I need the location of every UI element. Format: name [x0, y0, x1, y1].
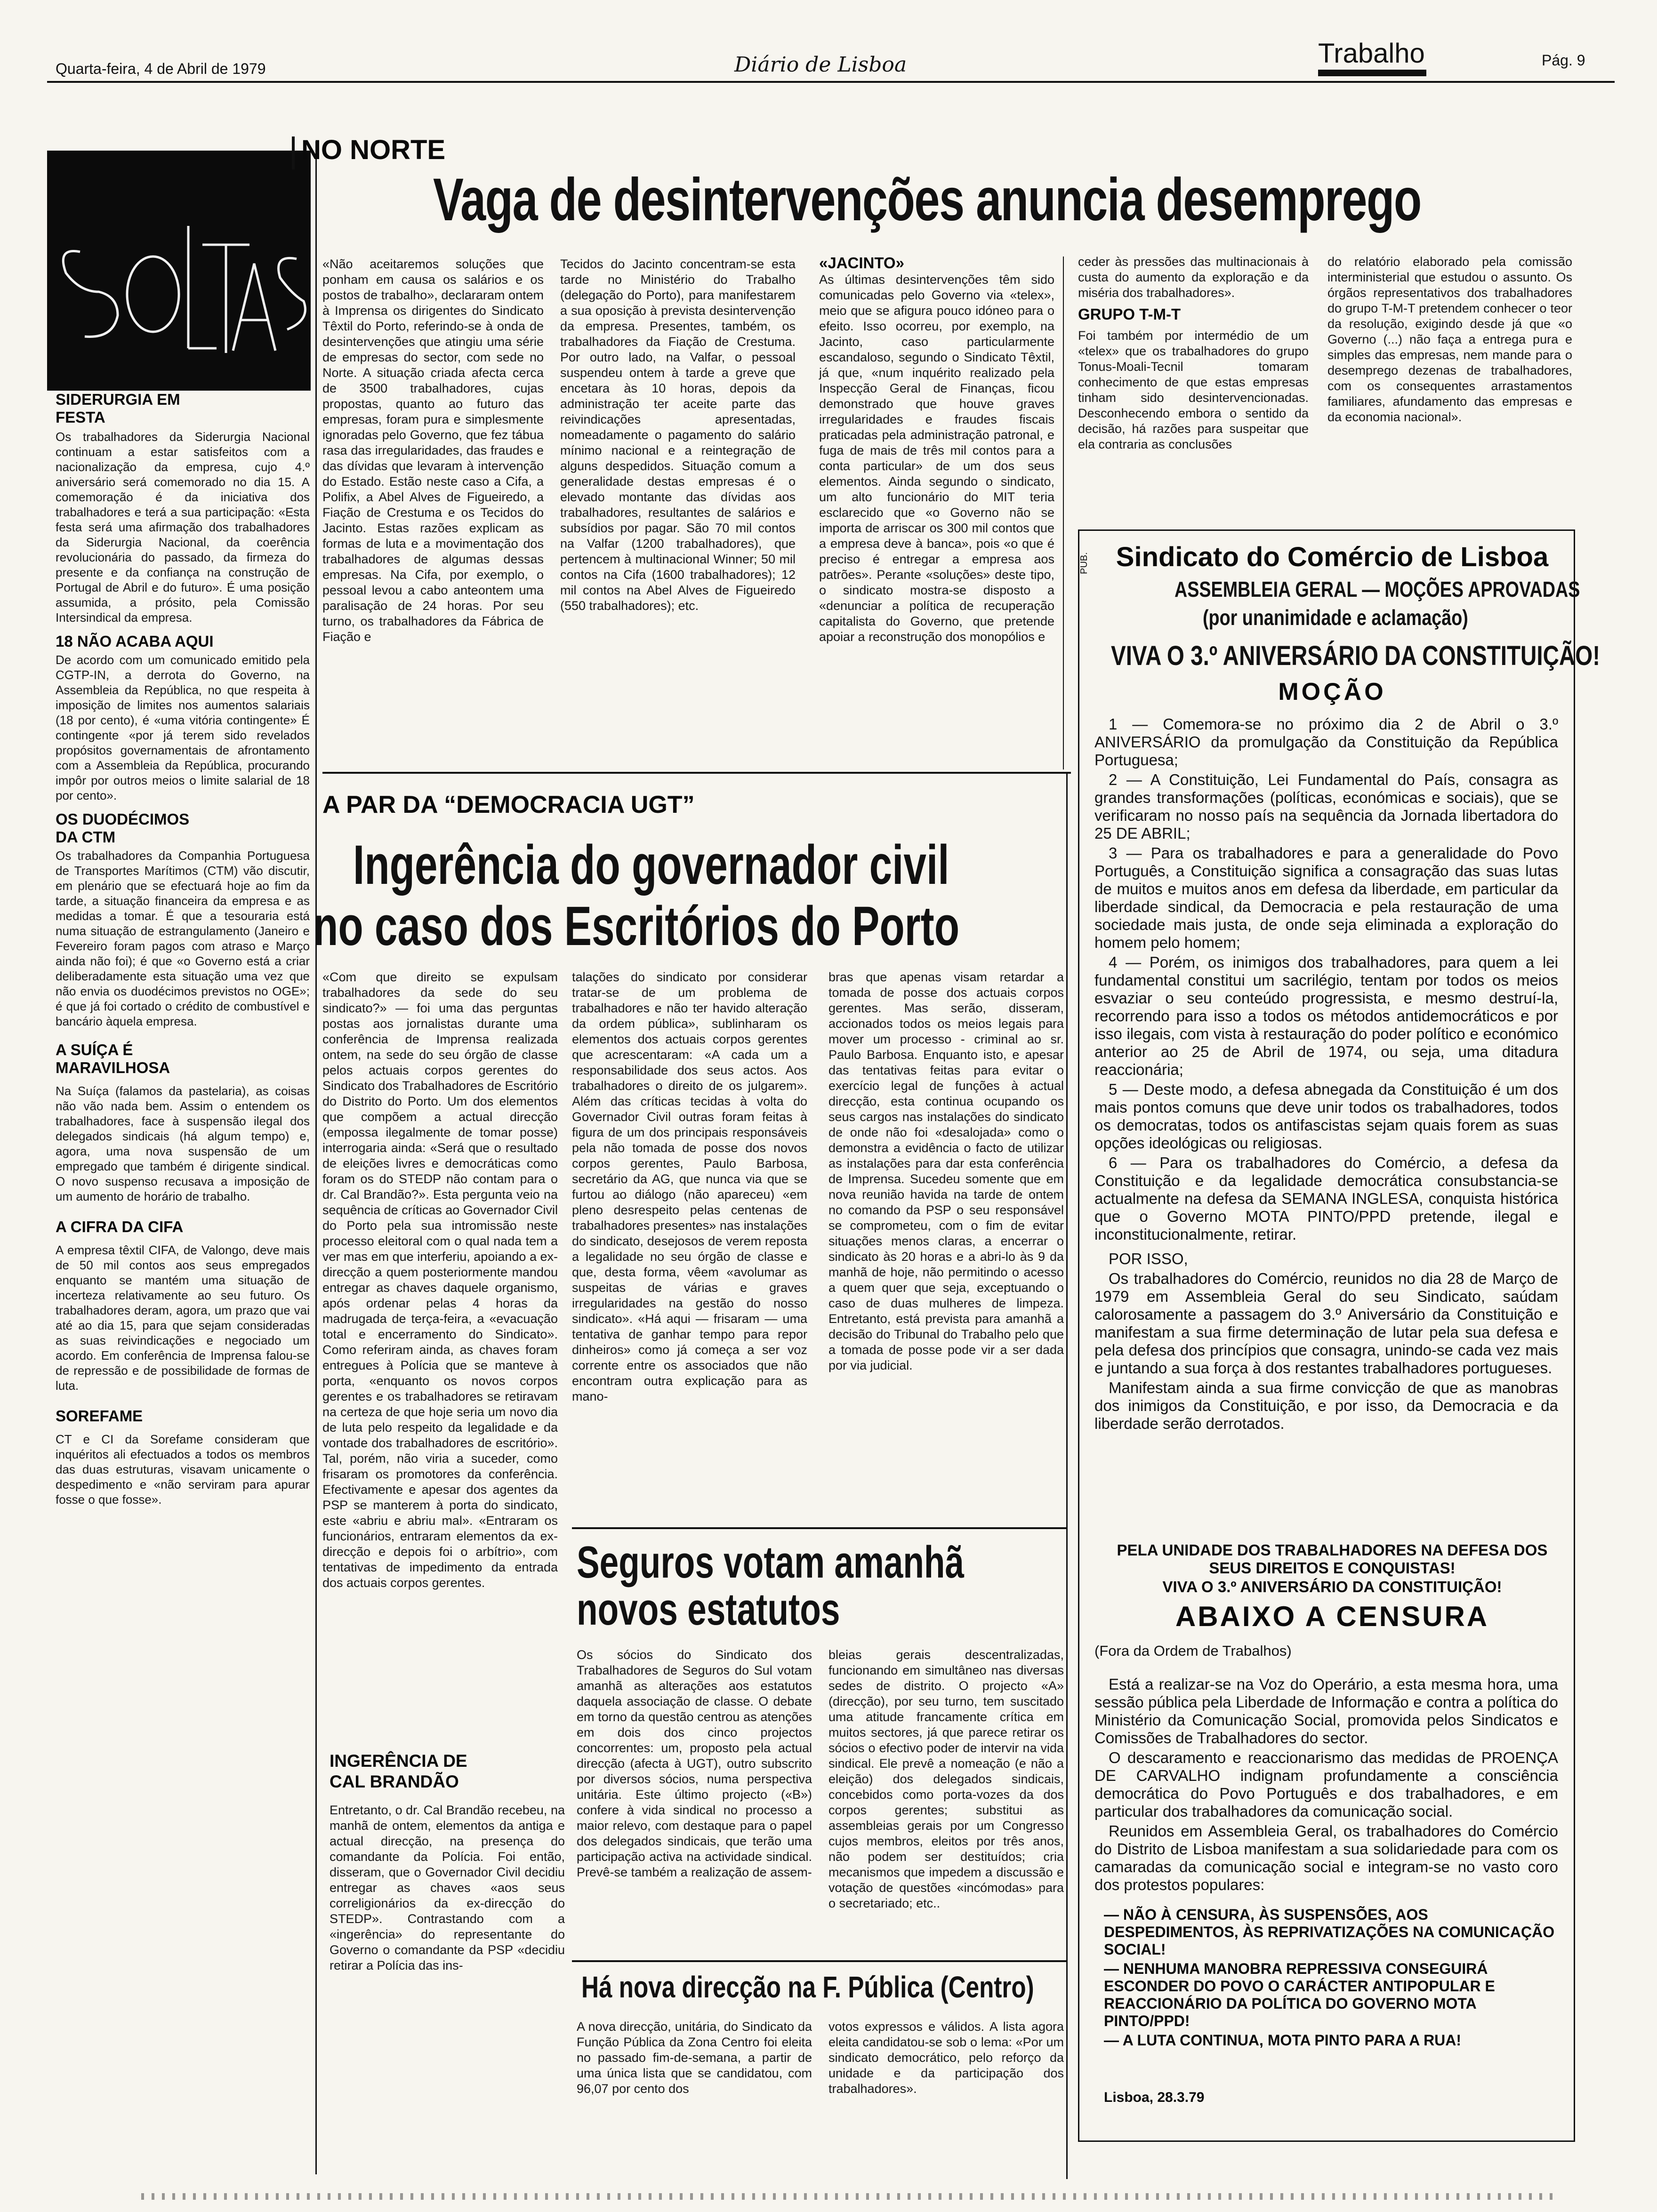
article4-col1: A nova direcção, unitária, do Sindicato da Função Pública da Zona Centro foi eleita no passado fim-de-semana, a partir de uma única lista que se candidatou, com 96,07 por cento dos — [577, 2020, 812, 2096]
ad-fora: (Fora da Ordem de Trabalhos) — [1094, 1643, 1292, 1659]
masthead-page: Pág. 9 — [1542, 52, 1585, 69]
article4-top-rule — [572, 1960, 1066, 1962]
article2-sub-body: Entretanto, o dr. Cal Brandão recebeu, na manhã de ontem, elementos da antiga e actual direcção, na presença do comandante da Polícia. Foi então, disseram, que o Governador Civil decidiu entregar as chaves «aos seus correligionários da ex-direcção do STEDP». Contrastando com a «ingerência» do representante do Governo o comandante da PSP «decidiu retirar a Polícia das ins- — [330, 1803, 565, 1972]
article1-col4b: Foi também por intermédio de um «telex» que os trabalhadores do grupo Tonus-Moali-Tecnil tomaram conhecimento de que estas empresas tinham sido desintervencionadas. Desconhecendo embora o sentido da decisão, há razões para suspeitar que ela contraria as conclusões — [1078, 329, 1309, 451]
article4-headline: Há nova direcção na F. Pública (Centro) — [581, 1970, 1034, 2004]
article2-col1: «Com que direito se expulsam trabalhadores da sede do seu sindicato?» — foi uma das perguntas postas aos jornalistas durante uma conferência de Imprensa realizada ontem, na sede do seu órgão de classe pelos actuais corpos gerentes do Sindicato dos Trabalhadores de Escritório do Distrito do Porto. Um dos elementos que compõem a actual direcção (empossa ilegalmente de tomar posse) interrogaria ainda: «Será que o resultado de eleições livres e democráticas como foram os do STEDP não contam para o dr. Cal Brandão?». Esta pergunta veio na sequência de críticas ao Governador Civil do Porto pela sua intromissão neste processo eleitoral com o qual nada tem a ver mas em que interferiu, apoiando a ex-direcção a quem posteriormente mandou entregar as chaves daquele organismo, após ordenar pelas 4 horas da madrugada de terça-feira, a «evacuação total e encerramento do Sindicato». Como referiram ainda, as chaves foram entregues à Polícia que se manteve à porta, «enquanto os novos corpos gerentes e os trabalhadores se retiravam na certeza de que hoje seria um novo dia de luta pelo respeito da legalidade e da vontade dos trabalhadores de escritório». Tal, porém, não viria a suceder, como frisaram os promotores da conferência. Efectivamente e apesar dos agentes da PSP se manterem à porta do sindicato, este «abriu e abriu mal». «Entraram os funcionários, entraram elementos da ex-direcção e depois foi o arbítrio», com tentativas de impedimento da entrada dos actuais corpos gerentes. — [322, 970, 558, 1590]
ad-sub1: ASSEMBLEIA GERAL — MOÇÕES APROVADAS — [1174, 577, 1580, 601]
soltas-title-3: OS DUODÉCIMOS DA CTM — [56, 810, 190, 846]
ad-sub3: VIVA O 3.º ANIVERSÁRIO DA CONSTITUIÇÃO! — [1111, 641, 1601, 671]
ad-mocao: MOÇÃO — [1278, 678, 1386, 705]
soltas-title-1: SIDERURGIA EM FESTA — [56, 391, 180, 426]
soltas-body-1: Os trabalhadores da Siderurgia Nacional continuam a estar satisfeitos com a nacionalização da empresa, cujo 4.º aniversário será comemorado no dia 15. A comemoração é da iniciativa dos trabalhadores e terá a sua participação: «Esta festa será uma afirmação dos trabalhadores da Siderurgia Nacional, da coerência revolucionária do passado, da firmeza do presente e da confiança na construção de Portugal de Abril e do futuro». É uma posição assumida, a prósito, pela Comissão Intersindical da empresa. — [56, 430, 310, 625]
ad-manifestam: Manifestam ainda a sua firme convicção de que as manobras dos inimigos da Constituição, e por isso, da Democracia e da liberdade serão derrotados. — [1094, 1379, 1558, 1432]
article1-kicker: NO NORTE — [301, 135, 446, 165]
soltas-body-4: Na Suíça (falamos da pastelaria), as coisas não vão nada bem. Assim o entendem os trabalhadores, face à suspensão ilegal dos delegados sindicais (há algum tempo) e, agora, uma nova suspensão de um empregado que também é dirigente sindical. O novo suspenso recusava a imposição de um aumento de horário de trabalho. — [56, 1084, 310, 1203]
soltas-body-6: CT e CI da Sorefame consideram que inquéritos ali efectuados a todos os membros das duas estruturas, visavam unicamente o despedimento e «não serviram para apurar fosse o que fosse». — [56, 1432, 310, 1507]
masthead-section: Trabalho — [1318, 38, 1425, 69]
ad-resolve: Os trabalhadores do Comércio, reunidos no dia 28 de Março de 1979 em Assembleia Geral do seu Sindicato, saúdam calorosamente a passagem do 3.º Aniversário da Constituição e manifestam a sua firme determinação de lutar pela sua defesa e pela defesa dos princípios que consagra, unindo-se cada vez mais e juntando a sua força à dos restantes trabalhadores portugueses. — [1094, 1270, 1558, 1377]
article1-col3-title: «JACINTO» — [819, 254, 904, 272]
soltas-title-6: SOREFAME — [56, 1407, 143, 1425]
article3-top-rule — [572, 1527, 1066, 1529]
article4-col2: votos expressos e válidos. A lista agora eleita candidatou-se sob o lema: «Por um sindicato democrático, pelo reforço da unidade e da participação dos trabalhadores». — [828, 2020, 1064, 2096]
ad-c3: Reunidos em Assembleia Geral, os trabalhadores do Comércio do Distrito de Lisboa manifestam a sua solidariedade para com os camaradas da comunicação social e integram-se no vasto coro dos protestos populares: — [1094, 1822, 1558, 1893]
article1-col3-wrap — [819, 254, 1054, 645]
ad-bullet-3: — A LUTA CONTINUA, MOTA PINTO PARA A RUA! — [1104, 2032, 1462, 2049]
col-divider-2 — [1066, 772, 1068, 2179]
ad-para-1: 1 — Comemora-se no próximo dia 2 de Abril o 3.º ANIVERSÁRIO da promulgação da Constituição da República Portuguesa; — [1094, 715, 1558, 769]
soltas-logo-art — [47, 151, 311, 391]
article2-headline-1: Ingerência do governador civil — [353, 834, 949, 896]
article3-col1: Os sócios do Sindicato dos Trabalhadores de Seguros do Sul votam amanhã as alterações aos estatutos daquela associação de classe. O debate em torno da questão centrou as atenções em dois dos cinco projectos concorrentes: um, proposto pela actual direcção (afecta à UGT), outro subscrito por diversos sócios, numa perspectiva unitária. Este último projecto («B») confere à vida sindical no processo a maior relevo, com destaque para o papel dos delegados sindicais, que terão uma participação activa na actividade sindical. Prevê-se também a realização de assem- — [577, 1648, 812, 1879]
ad-censura-body — [1094, 1675, 1558, 1896]
article3-headline-2: novos estatutos — [577, 1584, 840, 1635]
ad-sub2: (por unanimidade e aclamação) — [1203, 605, 1468, 630]
ad-bullet-2: — NENHUMA MANOBRA REPRESSIVA CONSEGUIRÁ ESCONDER DO POVO O CARÁCTER ANTIPOPULAR E REACCIONÁRIO DA POLÍTICA DO GOVERNO MOTA PINTO/PPD! — [1104, 1960, 1495, 2029]
ad-body — [1094, 715, 1558, 1435]
article3-col2: bleias gerais descentralizadas, funcionando em simultâneo nas diversas sedes de distrito. O projecto «A» (direcção), por seu turno, tem suscitado uma atitude francamente crítica em muitos sectores, já que parece retirar os sócios o efectivo poder de intervir na vida sindical. Ele prevê a nomeação (e não a eleição) dos delegados sindicais, concebidos como porta-vozes da dos corpos gerentes; substitui as assembleias gerais por um Congresso cujos membros, eleitos por três anos, não podem ser destituídos; cria mecanismos que impedem a discussão e votação de questões «incómodas» para o secretariado; etc.. — [828, 1648, 1064, 1910]
article1-bottom-rule — [322, 772, 1071, 774]
ad-por-isso: POR ISSO, — [1109, 1250, 1188, 1267]
ad-para-6: 6 — Para os trabalhadores do Comércio, a defesa da Constituição e da legalidade democrática consubstancia-se actualmente na defesa da SEMANA INGLESA, conquista histórica que o Governo MOTA PINTO/PPD pretende, ilegal e inconstitucionalmente, retirar. — [1094, 1154, 1558, 1243]
soltas-title-5: A CIFRA DA CIFA — [56, 1218, 184, 1235]
ad-para-2: 2 — A Constituição, Lei Fundamental do País, consagra as grandes transformações (políticas, económicas e sociais), que se verificaram no nosso país na sequência da Jornada libertadora do 25 DE ABRIL; — [1094, 771, 1558, 842]
ad-sign: Lisboa, 28.3.79 — [1104, 2090, 1205, 2105]
soltas-title-4: A SUÍÇA É MARAVILHOSA — [56, 1041, 170, 1076]
soltas-body-2: De acordo com um comunicado emitido pela CGTP-IN, a derrota do Governo, na Assembleia da República, no que respeita à imposição de limites nos aumentos salariais (18 por cento), é «uma vitória contingente» É contingente «por já terem sido revelados propósitos governamentais de afrontamento com a Assembleia da República, procurando impôr por outros meios o limite salarial de 18 por cento». — [56, 653, 310, 802]
kicker-bar — [292, 136, 295, 169]
article1-col2: Tecidos do Jacinto concentram-se esta tarde no Ministério do Trabalho (delegação do Porto), para manifestarem a sua oposição à prevista desintervenção da empresa. Presentes, também, os trabalhadores da Fiação de Crestuma. Por outro lado, na Valfar, o pessoal suspendeu ontem à tarde a greve que encetara às 10 horas, depois da administração ter aceite parte das reivindicações apresentadas, nomeadamente o pagamento do salário mínimo nacional e a reintegração de alguns despedidos. Situação comum a generalidade destas empresas é o elevado montante das dívidas aos trabalhadores, resultantes de salários e subsídios por pagar. São 70 mil contos na Valfar (1200 trabalhadores), que pertencem à multinacional Winner; 50 mil contos na Cifa (1600 trabalhadores); 12 mil contos na Abel Alves de Figueiredo (550 trabalhadores); etc. — [560, 257, 796, 613]
article1-headline: Vaga de desintervenções anuncia desemprego — [433, 166, 1421, 233]
ad-pub: PUB. — [1079, 552, 1089, 574]
soltas-divider — [315, 141, 317, 2174]
article2-col2: talações do sindicato por considerar tratar-se de um problema de trabalhadores e não ter havido alteração da ordem pública», sublinharam os elementos dos actuais corpos gerentes que acrescentaram: «A cada um a responsabilidade dos seus actos. Aos trabalhadores o direito de os julgarem». Além das críticas tecidas à volta do Governador Civil outras foram feitas à figura de um dos principais responsáveis pela não tomada de posse dos novos corpos gerentes, Paulo Barbosa, secretário da AG, que nunca via que se furtou ao diálogo (não apareceu) «em pleno desrespeito pelas centenas de trabalhadores presentes» nas instalações do sindicato, desejosos de verem reposta a legalidade no seu órgão de classe e que, desta forma, vêem «avolumar as suspeitas de várias e graves irregularidades na gestão do nosso sindicato». «Há aqui — frisaram — uma tentativa de ganhar tempo para repor dinheiros» como já começa a ser voz corrente entre os associados que não encontram outra explicação para as mano- — [572, 970, 807, 1403]
article1-col5: do relatório elaborado pela comissão interministerial que estudou o assunto. Os órgãos representativos dos trabalhadores do grupo T-M-T pretendem conhecer o teor da resolução, exigindo desde já que «o Governo (...) não faça a entrega pura e simples das empresas, nem mande para o desemprego dezenas de trabalhadores, com os consequentes arrastamentos familiares, afundamento das empresas e da economia nacional». — [1327, 255, 1572, 424]
print-edge — [141, 2193, 1553, 2200]
article2-headline-2: no caso dos Escritórios do Porto — [313, 895, 960, 957]
masthead-rule — [47, 81, 1615, 83]
article2-sub — [330, 1751, 565, 1973]
ad-para-3: 3 — Para os trabalhadores e para a generalidade do Povo Português, a Constituição significa a consagração das suas lutas de muitos e muitos anos em defesa da liberdade, em particular da liberdade sindical, da Democracia e pela restauração de uma sociedade mais justa, de onde seja eliminada a exploração do homem pelo homem; — [1094, 844, 1558, 951]
article1-col4: ceder às pressões das multinacionais à custa do aumento da exploração e da miséria dos trabalhadores». — [1078, 255, 1309, 300]
col-divider-1 — [1063, 256, 1064, 769]
article1-col3: As últimas desintervenções têm sido comunicadas pelo Governo via «telex», meio que se afigura pouco idóneo para o efeito. Isso ocorreu, por exemplo, na Jacinto, caso particularmente escandaloso, segundo o Sindicato Têxtil, já que, «num inquérito realizado pela Inspecção Geral de Finanças, ficou demonstrado que houve graves irregularidades e fraudes fiscais praticadas pela administração patronal, e fuga de mais de três mil contos para a conta particular» de um dos seus elementos. Ainda segundo o sindicato, um alto funcionário do MIT teria esclarecido que «o Governo não se importa de arriscar os 300 mil contos que a empresa deve à banca», pois «o que é preciso é entregar a empresa aos patrões». Perante «soluções» deste tipo, o sindicato mostra-se disposto a «denunciar a política de recuperação capitalista do Governo, que pretende apoiar a reconstrução dos monopólios e — [819, 272, 1054, 644]
ad-censura: ABAIXO A CENSURA — [1175, 1601, 1489, 1632]
article3-headline-1: Seguros votam amanhã — [577, 1537, 965, 1587]
article1-col1: «Não aceitaremos soluções que ponham em causa os salários e os postos de trabalho», declararam ontem à Imprensa os dirigentes do Sindicato Têxtil do Porto, referindo-se à onda de desintervenções que atingiu uma série de empresas do sector, com sede no Norte. A situação criada afecta cerca de 3500 trabalhadores, cujas propostas, quanto ao futuro das empresas, foram pura e simplesmente ignoradas pelo Governo, que fez tábua rasa das irregularidades, das fraudes e das dívidas que levaram à intervenção do Estado. Estão neste caso a Cifa, a Polifix, a Abel Alves de Figueiredo, a Fiação de Crestuma e os Tecidos do Jacinto. Estas razões explicam as formas de luta e a movimentação dos trabalhadores de algumas dessas empresas. Na Cifa, por exemplo, o pessoal levou a cabo anteontem uma paralisação de 24 horas. Por seu turno, os trabalhadores da Fábrica de Fiação e — [322, 257, 544, 644]
ad-title: Sindicato do Comércio de Lisboa — [1116, 542, 1549, 572]
article2-sub-title: INGERÊNCIA DE CAL BRANDÃO — [330, 1751, 467, 1791]
soltas-title-2: 18 NÃO ACABA AQUI — [56, 633, 214, 650]
article1-col4-title: GRUPO T-M-T — [1078, 305, 1181, 323]
article2-kicker: A PAR DA “DEMOCRACIA UGT” — [322, 791, 695, 818]
ad-c1: Está a realizar-se na Voz do Operário, a esta mesma hora, uma sessão pública pela Liberdade de Informação e contra a política do Ministério da Comunicação Social, promovida pelos Sindicatos e Comissões de Trabalhadores do sector. — [1094, 1675, 1558, 1747]
article1-col4-wrap — [1078, 254, 1309, 452]
section-bar — [1318, 70, 1426, 76]
masthead-paper: Diário de Lisboa — [734, 53, 907, 77]
article2-col3: bras que apenas visam retardar a tomada de posse dos actuais corpos gerentes. Mas serão, disseram, accionados todos os meios legais para mover um processo - criminal ao sr. Paulo Barbosa. Enquanto isto, e apesar das tentativas feitas para evitar o exercício legal de funções à actual direcção, esta continua ocupando os seus cargos nas instalações do sindicato de onde não foi «desalojada» como o demonstra a evidência o facto de utilizar as instalações para dar esta conferência de Imprensa. Sucedeu somente que em nova reunião havida na tarde de ontem no comando da PSP o seu responsável se comprometeu, com o fim de evitar situações menos claras, a encerrar o sindicato às 20 horas e a abri-lo às 9 da manhã de hoje, não permitindo o acesso a quem quer que seja, exceptuando o caso de duas mulheres de limpeza. Entretanto, está prevista para amanhã a decisão do Tribunal do Trabalho pelo que a tomada de posse pode vir a ser dada por via judicial. — [828, 970, 1064, 1372]
soltas-body-5: A empresa têxtil CIFA, de Valongo, deve mais de 50 mil contos aos seus empregados enquanto se mantém uma situação de incerteza relativamente ao seu futuro. Os trabalhadores deram, agora, um prazo que vai até ao dia 15, para que sejam consideradas as suas reivindicações e negociado um acordo. Em conferência de Imprensa falou-se de repressão e de possibilidade de formas de luta. — [56, 1243, 310, 1393]
soltas-logo — [47, 151, 311, 391]
ad-para-5: 5 — Deste modo, a defesa abnegada da Constituição é um dos mais pontos comuns que deve unir todos os trabalhadores, todos os democratas, todos os antifascistas sejam quais forem as suas opções ideológicas ou religiosas. — [1094, 1081, 1558, 1152]
ad-slogan2: VIVA O 3.º ANIVERSÁRIO DA CONSTITUIÇÃO! — [1162, 1578, 1502, 1595]
soltas-body-3: Os trabalhadores da Companhia Portuguesa de Transportes Marítimos (CTM) vão discutir, em plenário que se efectuará hoje ao fim da tarde, a situação financeira da empresa e as medidas a tomar. É que a tesouraria está numa situação de estrangulamento (Janeiro e Fevereiro foram pagos com atraso e Março ainda não foi); é que «o Governo está a criar deliberadamente esta situação uma vez que não envia os duodécimos previstos no OGE»; é que já foi cortado o crédito de combustível e bancário àquela empresa. — [56, 849, 310, 1028]
ad-para-4: 4 — Porém, os inimigos dos trabalhadores, para quem a lei fundamental constitui um sacrilégio, tentam por todos os meios esvaziar o seu conteúdo progressista, e mesmo destruí-la, recorrendo para isso a todos os métodos antidemocráticos e por isso ilegais, com vista à restauração do poder político e económico anterior ao 25 de Abril de 1974, ou seja, uma ditadura reaccionária; — [1094, 954, 1558, 1078]
masthead-date: Quarta-feira, 4 de Abril de 1979 — [56, 60, 266, 77]
soltas-column — [56, 391, 310, 1507]
ad-c2: O descaramento e reaccionarismo das medidas de PROENÇA DE CARVALHO indignam profundamente a consciência democrática do Povo Português e dos trabalhadores, e em particular dos trabalhadores da comunicação social. — [1094, 1749, 1558, 1820]
ad-bullets — [1104, 1906, 1556, 2049]
ad-bullet-1: — NÃO À CENSURA, ÀS SUSPENSÕES, AOS DESPEDIMENTOS, ÀS REPRIVATIZAÇÕES NA COMUNICAÇÃO SOCIAL! — [1104, 1906, 1555, 1958]
ad-slogan1: PELA UNIDADE DOS TRABALHADORES NA DEFESA DOS SEUS DIREITOS E CONQUISTAS! — [1117, 1541, 1548, 1577]
